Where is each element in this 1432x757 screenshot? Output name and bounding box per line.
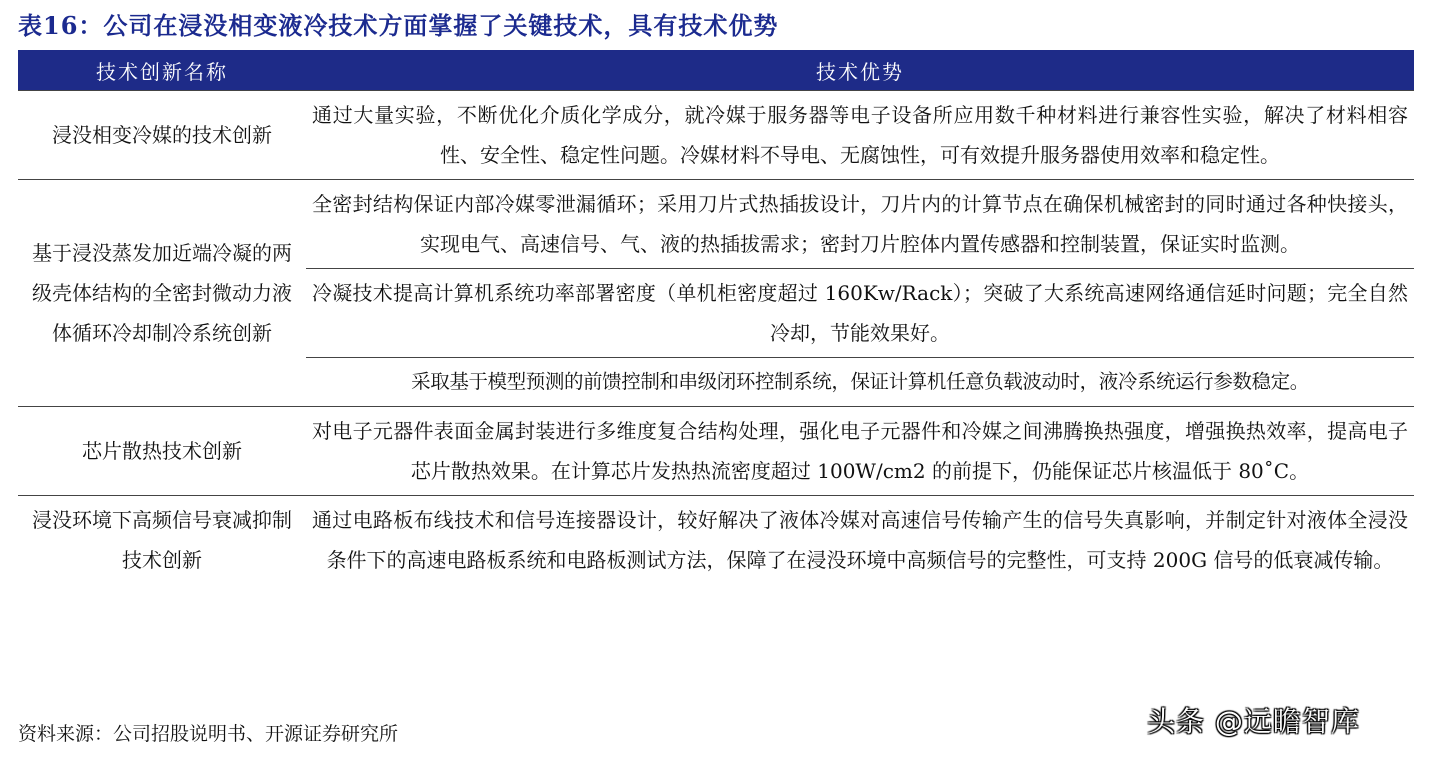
table-header-row — [18, 50, 1414, 91]
header-innovation-name: 技术创新名称 — [18, 50, 306, 91]
advantage-cell: 采取基于模型预测的前馈控制和串级闭环控制系统，保证计算机任意负载波动时，液冷系统运行参数稳定。 — [306, 358, 1414, 407]
innovation-name-cell: 基于浸没蒸发加近端冷凝的两级壳体结构的全密封微动力液体循环冷却制冷系统创新 — [18, 180, 306, 407]
table-row — [18, 91, 1414, 180]
advantage-cell: 通过电路板布线技术和信号连接器设计，较好解决了液体冷媒对高速信号传输产生的信号失真影响，并制定针对液体全浸没条件下的高速电路板系统和电路板测试方法，保障了在浸没环境中高频信号的完整性，可支持 200G 信号的低衰减传输。 — [312, 508, 1408, 572]
advantage-cell: 通过大量实验，不断优化介质化学成分，就冷媒于服务器等电子设备所应用数千种材料进行兼容性实验，解决了材料相容性、安全性、稳定性问题。冷媒材料不导电、无腐蚀性，可有效提升服务器使用效率和稳定性。 — [306, 91, 1414, 180]
innovation-name-cell: 浸没相变冷媒的技术创新 — [18, 91, 306, 180]
advantage-cell: 全密封结构保证内部冷媒零泄漏循环；采用刀片式热插拔设计，刀片内的计算节点在确保机械密封的同时通过各种快接头，实现电气、高速信号、气、液的热插拔需求；密封刀片腔体内置传感器和控制装置，保证实时监测。 — [306, 180, 1414, 269]
document-page — [18, 8, 1414, 584]
header-tech-advantage: 技术优势 — [306, 50, 1414, 91]
innovation-name-cell: 芯片散热技术创新 — [18, 407, 306, 496]
tech-advantage-table — [18, 50, 1414, 584]
table-row — [18, 180, 1414, 269]
source-note: 资料来源：公司招股说明书、开源证券研究所 — [18, 723, 399, 745]
table-row — [18, 496, 1414, 585]
watermark: 头条 @远瞻智库 — [1147, 705, 1360, 738]
innovation-name-cell: 浸没环境下高频信号衰减抑制技术创新 — [32, 508, 292, 572]
table-row — [18, 407, 1414, 496]
table-title: 表16：公司在浸没相变液冷技术方面掌握了关键技术，具有技术优势 — [18, 11, 779, 40]
advantage-cell: 冷凝技术提高计算机系统功率部署密度（单机柜密度超过 160Kw/Rack）；突破了大系统高速网络通信延时问题；完全自然冷却，节能效果好。 — [306, 269, 1414, 358]
advantage-cell: 对电子元器件表面金属封装进行多维度复合结构处理，强化电子元器件和冷媒之间沸腾换热强度，增强换热效率，提高电子芯片散热效果。在计算芯片发热热流密度超过 100W/cm2 的前提下，仍能保证芯片核温低于 80˚C。 — [306, 407, 1414, 496]
